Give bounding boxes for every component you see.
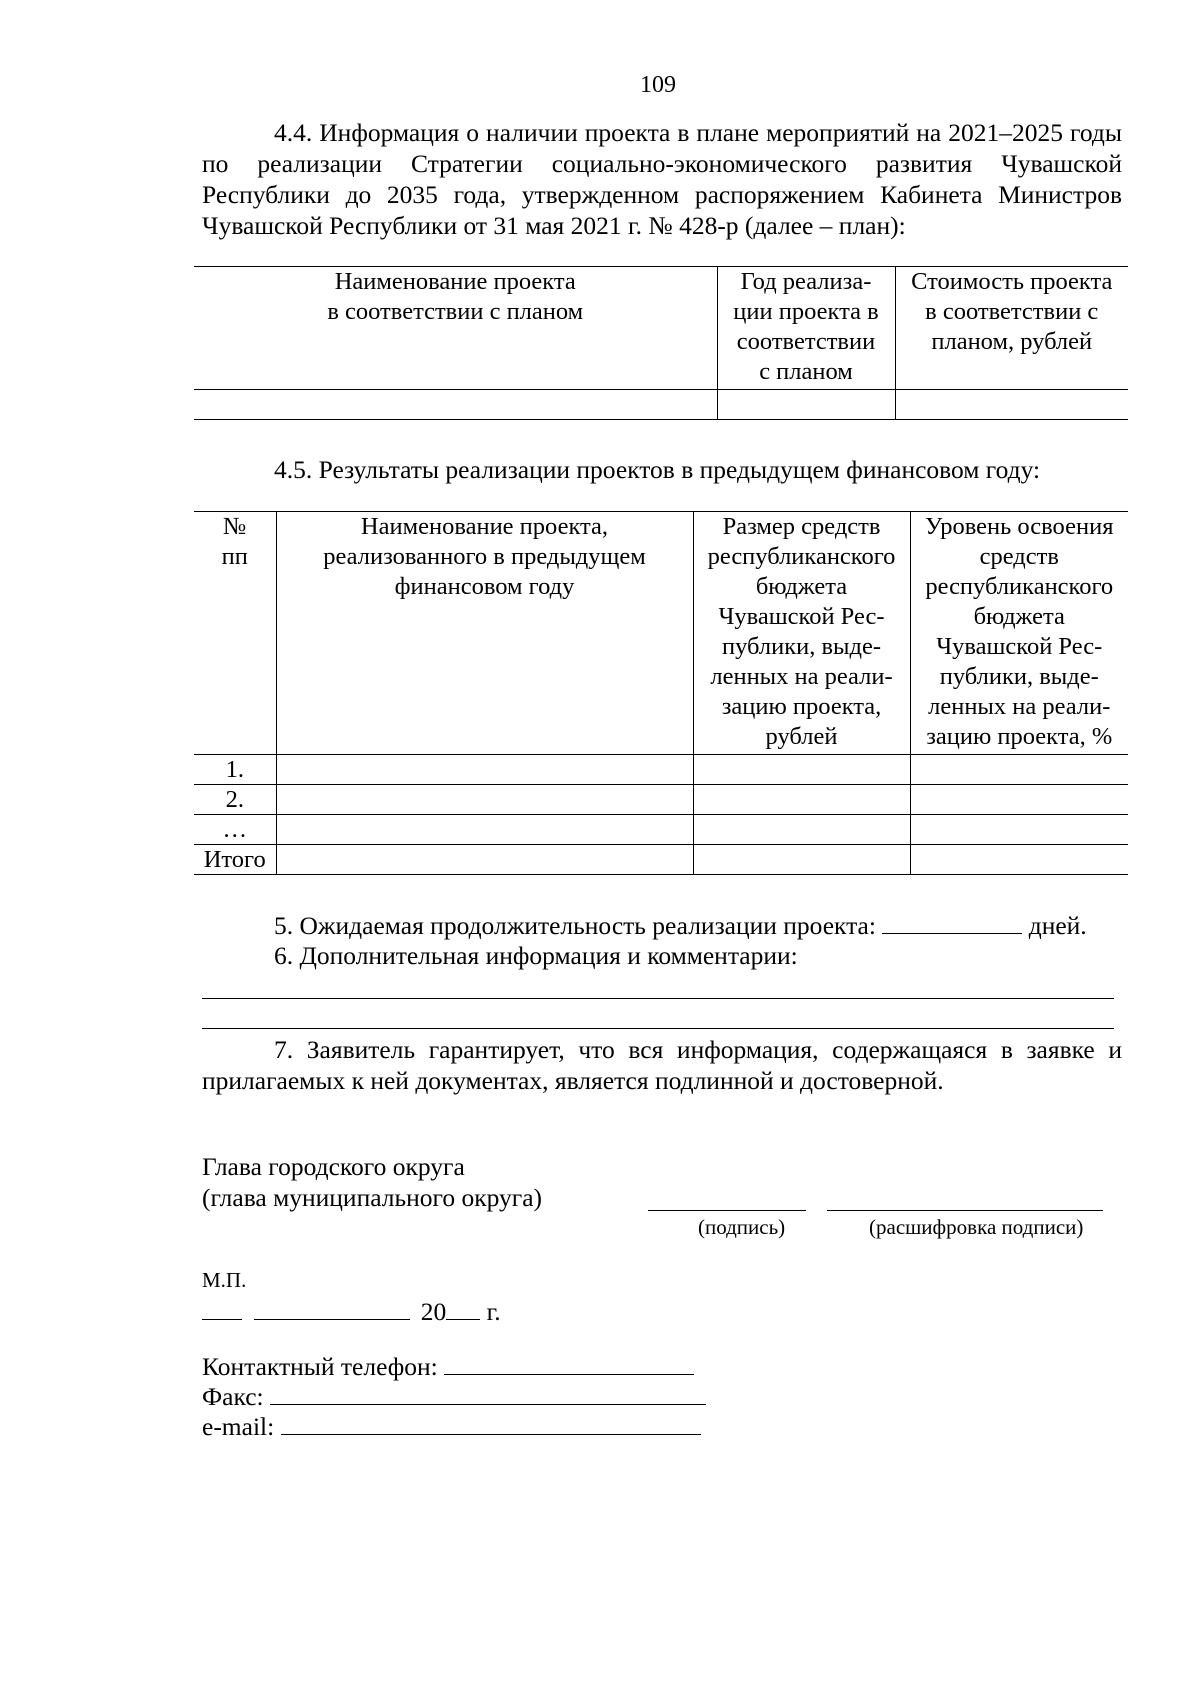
date-year-prefix: 20 <box>420 1297 447 1326</box>
table-row <box>194 390 1128 420</box>
table-row <box>194 785 1128 815</box>
fax-label: Факс: <box>202 1382 264 1411</box>
header-line: ции проекта в <box>733 298 879 325</box>
comments-field-line-1[interactable] <box>202 998 1114 999</box>
table-cell[interactable] <box>693 845 910 875</box>
header-line: реализованного в предыдущем <box>323 543 646 570</box>
row-number: 2. <box>194 785 276 815</box>
header-number <box>194 512 276 755</box>
header-line: республиканского <box>925 573 1114 600</box>
section-5-unit: дней. <box>1028 911 1087 940</box>
header-line: средств <box>979 543 1059 570</box>
table-cell[interactable] <box>910 755 1128 785</box>
header-line: Размер средств <box>722 513 881 540</box>
signature-decoding-field[interactable] <box>827 1210 1103 1211</box>
header-line: зацию проекта, <box>721 693 882 720</box>
signatory-title-line1: Глава городского округа <box>202 1152 465 1181</box>
row-number: 1. <box>194 755 276 785</box>
table-header-row <box>194 512 1128 755</box>
table-cell[interactable] <box>895 390 1128 420</box>
previous-year-results-table <box>194 511 1128 875</box>
table-cell[interactable] <box>910 785 1128 815</box>
header-line: публики, выде- <box>721 633 882 660</box>
table-cell[interactable] <box>910 815 1128 845</box>
signature-caption: (подпись) <box>698 1215 786 1239</box>
section-5-label: 5. Ожидаемая продолжительность реализации проекта: <box>274 911 876 940</box>
header-line: Уровень освоения <box>925 513 1114 540</box>
header-budget-utilization <box>910 512 1128 755</box>
header-line: публики, выде- <box>939 663 1099 690</box>
table-cell[interactable] <box>276 845 693 875</box>
table-cell[interactable] <box>276 815 693 845</box>
table-cell[interactable] <box>910 845 1128 875</box>
phone-label: Контактный телефон: <box>202 1352 438 1381</box>
header-line: в соответствии с <box>925 298 1099 325</box>
stamp-label: М.П. <box>202 1268 247 1292</box>
header-line: Стоимость проекта <box>911 268 1113 295</box>
date-month-field[interactable] <box>254 1299 410 1320</box>
section-4-5-heading: 4.5. Результаты реализации проектов в предыдущем финансовом году: <box>274 455 1041 484</box>
section-6-label: 6. Дополнительная информация и комментарии: <box>274 941 798 970</box>
signature-decoding-caption: (расшифровка подписи) <box>869 1215 1084 1239</box>
table-row-total <box>194 845 1128 875</box>
phone-row <box>202 1352 694 1382</box>
signature-field[interactable] <box>648 1210 806 1211</box>
fax-field[interactable] <box>270 1384 706 1405</box>
table-header-row <box>194 267 1128 390</box>
signatory-title <box>202 1151 542 1213</box>
header-line: пп <box>221 543 248 570</box>
header-budget-amount <box>693 512 910 755</box>
date-row <box>202 1297 501 1327</box>
header-line: рублей <box>765 723 838 750</box>
header-implementation-year <box>717 267 895 390</box>
section-7-text: 7. Заявитель гарантирует, что вся информация, содержащаяся в заявке и прилагаемых к ней документах, является подлинной и достоверной. <box>202 1035 1122 1095</box>
header-project-name <box>194 267 717 390</box>
date-year-suffix: г. <box>486 1297 501 1326</box>
email-row <box>202 1412 701 1442</box>
header-project-cost <box>895 267 1128 390</box>
table-row <box>194 815 1128 845</box>
table-cell[interactable] <box>693 785 910 815</box>
table-cell[interactable] <box>276 785 693 815</box>
header-line: бюджета <box>755 573 848 600</box>
table-row <box>194 755 1128 785</box>
date-year-field[interactable] <box>446 1299 480 1320</box>
email-field[interactable] <box>281 1414 701 1435</box>
duration-days-field[interactable] <box>882 913 1022 934</box>
header-line: республиканского <box>707 543 896 570</box>
email-label: e-mail: <box>202 1412 275 1441</box>
table-cell[interactable] <box>693 815 910 845</box>
header-project-name <box>276 512 693 755</box>
header-line: бюджета <box>973 603 1065 630</box>
header-line: зацию проекта, % <box>926 723 1113 750</box>
header-line: Наименование проекта, <box>360 513 609 540</box>
phone-field[interactable] <box>444 1354 694 1375</box>
section-4-4-text: 4.4. Информация о наличии проекта в плане мероприятий на 2021–2025 годы по реализации Стратегии социально-экономического развития Чувашской Республики до 2035 года, утвержденном распоряжением Кабинета Министров Чувашской Республики от 31 мая 2021 г. № 428-р (далее – план): <box>202 118 1122 240</box>
date-day-field[interactable] <box>202 1299 242 1320</box>
header-line: ленных на реали- <box>710 663 893 690</box>
plan-projects-table <box>194 266 1128 420</box>
section-5-line <box>274 911 1087 941</box>
page-number: 109 <box>640 72 676 98</box>
header-line: № <box>223 513 247 540</box>
table-cell[interactable] <box>194 390 717 420</box>
table-cell[interactable] <box>693 755 910 785</box>
signatory-title-line2: (глава муниципального округа) <box>202 1183 543 1212</box>
header-line: с планом <box>759 358 853 385</box>
row-total-label: Итого <box>194 845 276 875</box>
header-line: в соответствии с планом <box>327 298 584 325</box>
comments-field-line-2[interactable] <box>202 1028 1114 1029</box>
fax-row <box>202 1382 706 1412</box>
header-line: Чувашской Рес- <box>936 633 1103 660</box>
header-line: соответствии <box>736 328 876 355</box>
table-cell[interactable] <box>276 755 693 785</box>
header-line: финансовом году <box>394 573 575 600</box>
row-number: … <box>194 815 276 845</box>
header-line: Чувашской Рес- <box>718 603 885 630</box>
header-line: Наименование проекта <box>334 268 576 295</box>
header-line: планом, рублей <box>931 328 1093 355</box>
header-line: Год реализа- <box>740 268 872 295</box>
header-line: ленных на реали- <box>928 693 1111 720</box>
table-cell[interactable] <box>717 390 895 420</box>
